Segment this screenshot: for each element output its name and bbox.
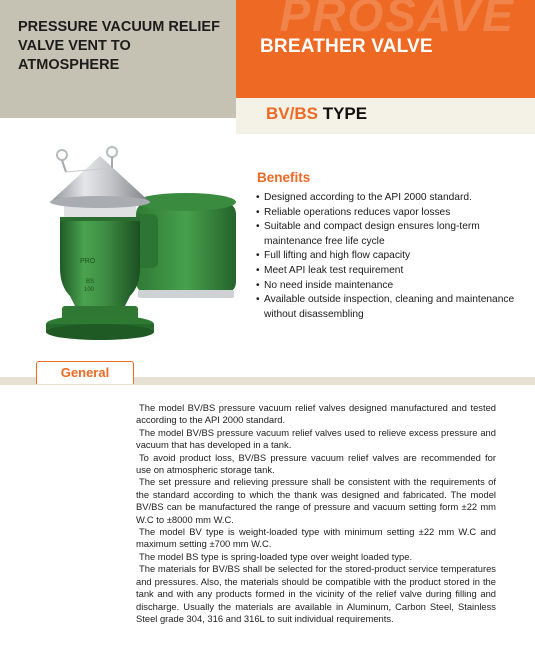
valve-body	[60, 218, 140, 308]
header-right-panel	[236, 0, 535, 98]
benefits-heading: Benefits	[257, 170, 311, 185]
general-section-tab	[36, 361, 134, 384]
benefit-item: • Meet API leak test requirement	[256, 264, 518, 279]
benefit-item: • No need inside maintenance	[256, 279, 518, 294]
product-title: BREATHER VALVE	[260, 36, 433, 57]
type-model-code: BV/BS	[266, 104, 318, 123]
general-paragraph: The materials for BV/BS shall be selected for the stored-product service temperatures and pressures. Also, the materials should be compatible with the product stored in the tank and with any products formed in the vicinity of the relief valve during filling and discharge. Usually the materials are available in Aluminum, Carbon Steel, Stainless Steel grade 304, 316 and 316L to suit individual requirements.	[136, 563, 496, 624]
body-collar	[60, 217, 140, 221]
general-paragraph: The model BV/BS pressure vacuum relief valves used to relieve excess pressure and vacuum that has developed in a tank.	[136, 426, 496, 451]
general-paragraph: The set pressure and relieving pressure shall be consistent with the requirements of the standard according to which the thank was designed and fabricated. The model BV/BS can be manufactured the range of pressure and vacuum setting form ±22 mm W.C to ±8000 mm W.C.	[136, 476, 496, 525]
type-strip	[236, 98, 535, 134]
general-heading: General	[60, 365, 110, 380]
lifting-lug-left	[57, 150, 67, 160]
hood-rim	[50, 196, 150, 208]
benefit-item: • Available outside inspection, cleaning and maintenance without disassembling	[256, 293, 518, 322]
body-marking-brand: PRO	[80, 258, 96, 265]
type-heading	[266, 104, 367, 124]
brand-watermark: PROSAVE	[279, 0, 515, 41]
vacuum-housing-top	[136, 193, 236, 211]
vacuum-screen	[138, 290, 234, 298]
benefit-item: • Designed according to the API 2000 standard.	[256, 191, 518, 206]
lifting-lug-right	[107, 147, 117, 157]
benefit-item: • Full lifting and high flow capacity	[256, 249, 518, 264]
header-left-panel	[0, 0, 236, 118]
general-body	[136, 402, 496, 625]
lifting-lug-left-stem	[62, 160, 66, 172]
general-paragraph: The model BV type is weight-loaded type with minimum setting ±22 mm W.C and maximum setting ±700 mm W.C.	[136, 526, 496, 550]
general-paragraph: The model BS type is spring-loaded type over weight loaded type.	[139, 550, 413, 562]
body-marking-size: 100	[84, 287, 95, 293]
breather-valve-image	[20, 140, 252, 360]
benefits-list	[256, 191, 518, 322]
weather-hood	[50, 156, 150, 202]
benefit-item: • Reliable operations reduces vapor losses	[256, 206, 518, 221]
bottom-flange-base	[46, 324, 154, 340]
product-category-title: PRESSURE VACUUM RELIEF VALVE VENT TO ATMOSPHERE	[18, 19, 220, 73]
type-label: TYPE	[322, 104, 368, 123]
general-paragraph: To avoid product loss, BV/BS pressure vacuum relief valves are recommended for use on atmospheric storage tank.	[136, 451, 496, 476]
body-marking-type: BS	[86, 279, 95, 285]
general-paragraph: The model BV/BS pressure vacuum relief valves designed manufactured and tested according to the API 2000 standard.	[136, 402, 496, 426]
benefit-item: • Suitable and compact design ensures long-term maintenance free life cycle	[256, 220, 518, 249]
